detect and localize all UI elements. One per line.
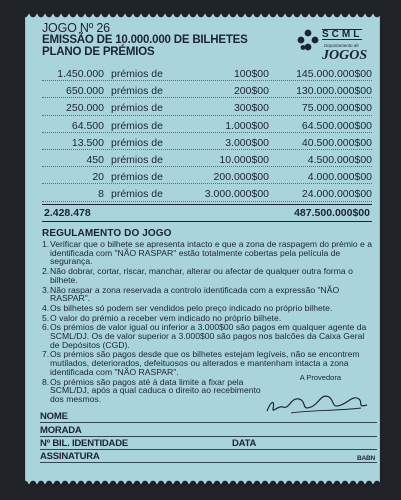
signature-label: A Provedora: [299, 373, 341, 382]
prize-value: 1.000$00: [225, 119, 269, 132]
prize-count: 8: [98, 188, 104, 201]
prize-count: 13.500: [71, 136, 104, 149]
logo-dept: Departamento de: [324, 43, 359, 48]
rule-number: 7.: [42, 349, 50, 360]
prize-total: 4.000.000$00: [307, 171, 372, 184]
prize-label: prémios de: [111, 188, 163, 201]
prize-row: [42, 66, 372, 83]
rule-number: 2.: [42, 266, 50, 277]
name-field[interactable]: [40, 410, 377, 423]
prize-row: [42, 83, 372, 100]
prize-label: prémios de: [111, 171, 163, 184]
prize-total: 130.000.000$00: [296, 85, 372, 98]
prize-value: 100$00: [233, 68, 269, 80]
prize-label: prémios de: [111, 119, 163, 132]
lottery-ticket: [25, 14, 380, 484]
rule-item: [42, 323, 374, 349]
date-label: DATA: [232, 437, 257, 449]
prize-total: 24.000.000$00: [301, 188, 372, 201]
rule-text: Os prémios são pagos até à data limite a fixar pela SCML/DJ, após a qual caduca o direito ao recebimento dos mesmos.: [50, 376, 261, 404]
prize-label: prémios de: [111, 85, 163, 98]
rule-text: Não raspar a zona reservada a controlo identificada com a expressão "NÃO RASPAR".: [50, 284, 340, 304]
address-label: MORADA: [40, 424, 82, 436]
rule-item: [42, 304, 374, 313]
rule-text: Os bilhetes só podem ser vendidos pelo preço indicado no próprio bilhete.: [50, 302, 333, 313]
scml-emblem-icon: [296, 28, 320, 52]
signature-field-label: ASSINATURA: [40, 451, 100, 463]
prize-value: 3.000$00: [225, 136, 269, 149]
rule-item: [42, 314, 374, 323]
rule-text: O valor do prémio a receber vem indicado no próprio bilhete.: [50, 312, 282, 323]
footer-code: BABN: [357, 455, 375, 463]
id-date-field[interactable]: [40, 437, 377, 450]
total-count: 2.428.478: [44, 207, 91, 219]
name-label: NOME: [40, 411, 68, 423]
prize-count: 650.000: [66, 85, 104, 98]
game-number: JOGO Nº 26: [42, 21, 110, 35]
id-label: Nº BIL. IDENTIDADE: [40, 437, 129, 449]
rule-number: 5.: [42, 312, 50, 323]
logo-org: SCML: [322, 29, 363, 40]
rule-text: Verificar que o bilhete se apresenta intacto e que a zona de raspagem do prémio e a identificada com "NÃO RASPAR" estão totalmente cobertas pela película de segurança.: [50, 239, 372, 267]
prize-count: 450: [86, 153, 104, 166]
prize-table: [42, 66, 372, 204]
prize-label: prémios de: [111, 68, 163, 80]
rule-item: [42, 378, 265, 404]
prize-row: [42, 186, 372, 203]
prize-total: 75.000.000$00: [301, 102, 372, 115]
prize-row: [42, 118, 372, 135]
rule-number: 8.: [42, 376, 50, 387]
rule-number: 1.: [42, 239, 50, 249]
prize-total: 64.500.000$00: [301, 119, 372, 132]
owner-form: [40, 410, 377, 463]
rule-number: 6.: [42, 322, 50, 333]
prize-total: 145.000.000$00: [296, 68, 372, 80]
prize-total: 4.500.000$00: [307, 153, 372, 166]
total-amount: 487.500.000$00: [294, 207, 370, 219]
prize-label: prémios de: [111, 136, 163, 149]
prize-count: 64.500: [71, 119, 104, 132]
prize-value: 200$00: [233, 85, 269, 98]
rule-item: [42, 267, 374, 284]
prize-value: 10.000$00: [219, 153, 269, 166]
prize-label: prémios de: [111, 153, 163, 166]
logo-brand: JOGOS: [322, 48, 368, 63]
prize-value: 3.000.000$00: [204, 188, 269, 201]
address-field[interactable]: [40, 423, 377, 436]
prize-total: 40.500.000$00: [301, 136, 372, 149]
prize-count: 1.450.000: [57, 68, 104, 80]
prize-label: prémios de: [111, 102, 163, 115]
rule-text: Não dobrar, cortar, riscar, manchar, alterar ou afectar de qualquer outra forma o bilhete.: [50, 266, 353, 285]
prize-row: [42, 152, 372, 169]
scml-logo: [296, 26, 374, 66]
prize-value: 200.000$00: [213, 171, 269, 184]
rule-text: Os prémios de valor igual ou inferior a 3.000$00 são pagos em qualquer agente da SCML/DJ. Os de valor superior a 3.000$00 são pagos nos balcões da Caixa Geral de Depósitos (CGD).: [50, 322, 367, 350]
rule-text: Os prémios são pagos desde que os bilhetes estejam legíveis, não se encontrem mutilados, deteriorados, defeituosos ou alterados e mantenham intacta a zona identificada com "NÃO RASPAR".: [50, 349, 360, 377]
prize-totals: [42, 204, 372, 222]
prize-row: [42, 100, 372, 117]
regulation-title: REGULAMENTO DO JOGO: [42, 228, 172, 239]
plan-title: PLANO DE PRÉMIOS: [42, 46, 155, 58]
prize-count: 250.000: [66, 102, 104, 115]
rule-number: 4.: [42, 302, 50, 313]
prize-value: 300$00: [233, 102, 269, 115]
prize-row: [42, 169, 372, 186]
prize-count: 20: [92, 171, 104, 184]
issue-line: EMISSÃO DE 10.000.000 DE BILHETES: [42, 34, 248, 46]
rule-number: 3.: [42, 284, 50, 295]
rule-item: [42, 240, 374, 266]
prize-row: [42, 135, 372, 152]
signature-field[interactable]: [40, 450, 377, 463]
rule-item: [42, 286, 374, 303]
